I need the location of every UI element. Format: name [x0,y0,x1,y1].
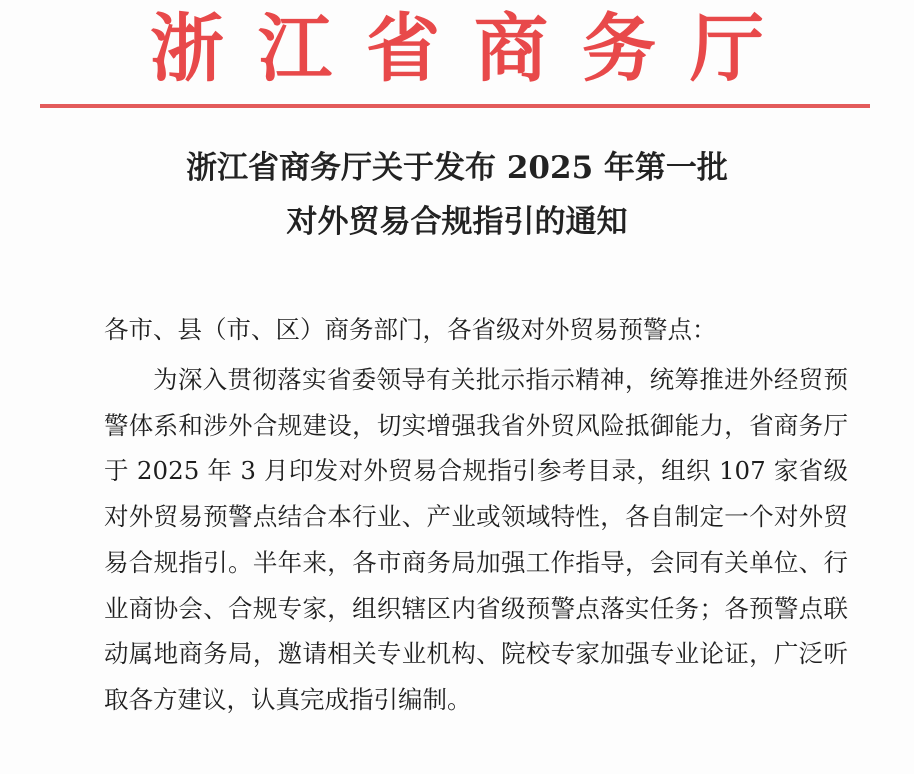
masthead-red-rule [40,104,870,108]
document-title-line-2: 对外贸易合规指引的通知 [286,204,628,240]
body-paragraph: 为深入贯彻落实省委领导有关批示指示精神，统筹推进外经贸预警体系和涉外合规建设，切实增强我省外贸风险抵御能力，省商务厅于 2025 年 3 月印发对外贸易合规指引参考目录，组织 107 家省级对外贸易预警点结合本行业、产业或领域特性，各自制定一个对外贸易合规指引。半年来，各市商务局加强工作指导，会同有关单位、行业商协会、合规专家，组织辖区内省级预警点落实任务；各预警点联动属地商务局，邀请相关专业机构、院校专家加强专业论证，广泛听取各方建议，认真完成指引编制。 [104,365,848,714]
masthead-org-name: 浙江省商务厅 [150,6,798,92]
salutation: 各市、县（市、区）商务部门，各省级对外贸易预警点： [104,315,717,344]
document-title-line-1: 浙江省商务厅关于发布 2025 年第一批 [186,150,728,186]
